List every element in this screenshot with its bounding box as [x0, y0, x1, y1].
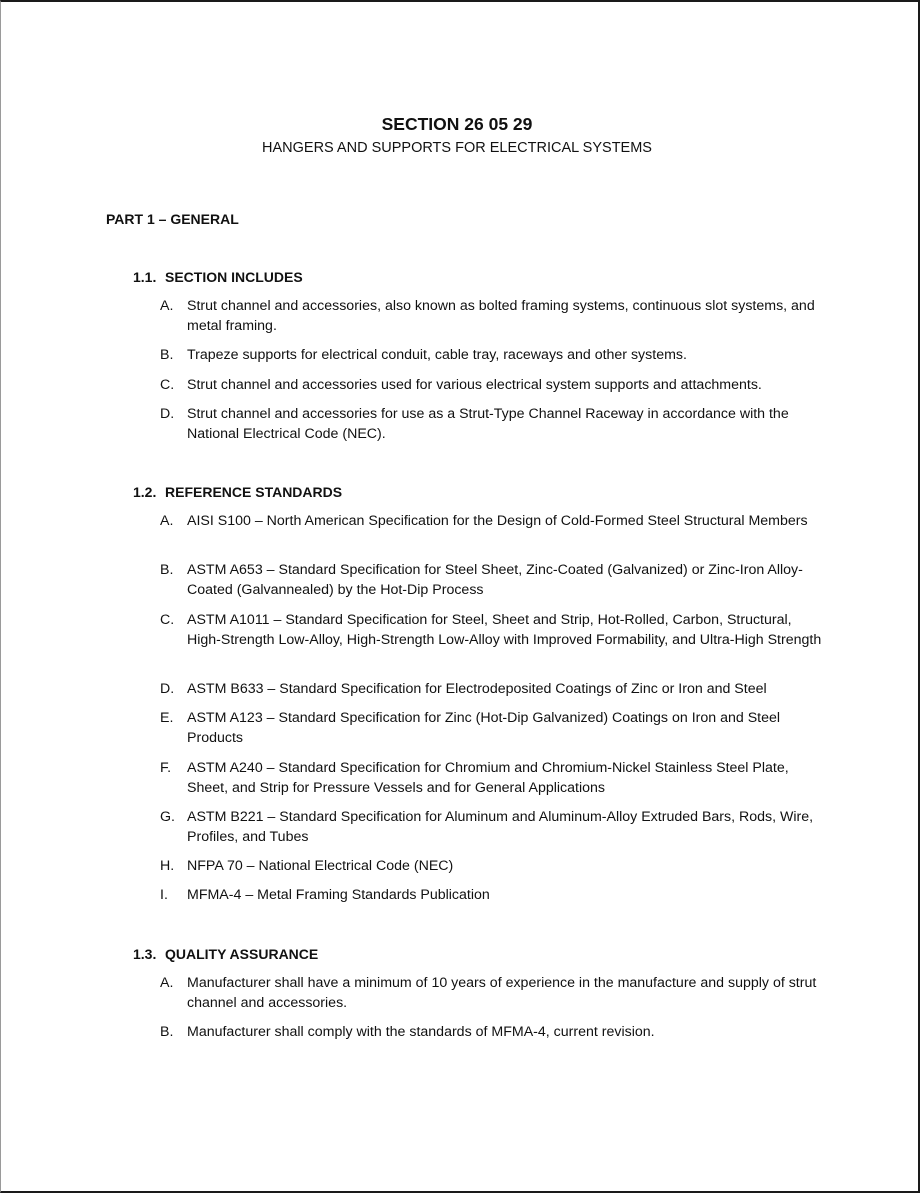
item-letter: G.: [160, 809, 175, 825]
list-item: [160, 296, 825, 336]
item-text: Trapeze supports for electrical conduit, cable tray, raceways and other systems.: [187, 347, 687, 363]
subsection-heading-1-3: [133, 944, 318, 964]
item-text: Manufacturer shall have a minimum of 10 years of experience in the manufacture and supply of strut channel and accessories.: [187, 975, 817, 1011]
list-item: [160, 807, 825, 847]
item-letter: A.: [160, 975, 174, 991]
item-letter: C.: [160, 612, 175, 628]
item-text: ASTM A1011 – Standard Specification for Steel, Sheet and Strip, Hot-Rolled, Carbon, Structural, High-Strength Low-Alloy, High-Strength Low-Alloy with Improved Formability, and Ultra-High Strength: [187, 612, 822, 648]
subsection-title: QUALITY ASSURANCE: [165, 946, 319, 962]
item-letter: B.: [160, 1024, 174, 1040]
list-item: [160, 560, 825, 600]
item-letter: D.: [160, 681, 175, 697]
item-letter: C.: [160, 377, 175, 393]
item-text: Strut channel and accessories for use as a Strut-Type Channel Raceway in accordance with the National Electrical Code (NEC).: [187, 406, 789, 442]
list-item: [160, 679, 825, 699]
item-letter: B.: [160, 347, 174, 363]
part-heading: PART 1 – GENERAL: [106, 211, 239, 227]
subsection-number: 1.2.: [133, 484, 157, 500]
item-letter: E.: [160, 710, 174, 726]
subsection-title: SECTION INCLUDES: [165, 269, 303, 285]
list-item: [160, 973, 825, 1013]
section-number: SECTION 26 05 29: [381, 114, 533, 134]
list-item: [160, 1022, 825, 1042]
item-text: ASTM A653 – Standard Specification for Steel Sheet, Zinc-Coated (Galvanized) or Zinc-Iron Alloy-Coated (Galvannealed) by the Hot-Dip Process: [187, 562, 803, 598]
list-item: [160, 708, 825, 748]
item-letter: I.: [160, 887, 168, 903]
item-letter: B.: [160, 562, 174, 578]
item-text: AISI S100 – North American Specification for the Design of Cold-Formed Steel Structural Members: [187, 513, 808, 529]
item-text: NFPA 70 – National Electrical Code (NEC): [187, 858, 454, 874]
item-text: Manufacturer shall comply with the standards of MFMA-4, current revision.: [187, 1024, 655, 1040]
item-letter: D.: [160, 406, 175, 422]
list-item: [160, 856, 825, 876]
item-letter: A.: [160, 298, 174, 314]
item-text: ASTM B221 – Standard Specification for Aluminum and Aluminum-Alloy Extruded Bars, Rods, Wire, Profiles, and Tubes: [187, 809, 814, 845]
list-item: [160, 345, 825, 365]
section-title: HANGERS AND SUPPORTS FOR ELECTRICAL SYSTEMS: [262, 140, 652, 156]
item-text: Strut channel and accessories used for various electrical system supports and attachments.: [187, 377, 762, 393]
list-item: [160, 375, 825, 395]
list-item: [160, 885, 825, 905]
subsection-heading-1-2: [133, 482, 342, 502]
list-item: [160, 404, 825, 444]
item-text: ASTM B633 – Standard Specification for Electrodeposited Coatings of Zinc or Iron and Steel: [187, 681, 767, 697]
subsection-number: 1.3.: [133, 946, 157, 962]
list-item: [160, 511, 825, 531]
list-item: [160, 610, 825, 650]
item-text: MFMA-4 – Metal Framing Standards Publication: [187, 887, 490, 903]
item-letter: A.: [160, 513, 174, 529]
subsection-title: REFERENCE STANDARDS: [165, 484, 343, 500]
item-letter: H.: [160, 858, 175, 874]
item-text: ASTM A240 – Standard Specification for Chromium and Chromium-Nickel Stainless Steel Plate, Sheet, and Strip for Pressure Vessels and for General Applications: [187, 760, 789, 796]
item-letter: F.: [160, 760, 172, 776]
item-text: Strut channel and accessories, also known as bolted framing systems, continuous slot systems, and metal framing.: [187, 298, 815, 334]
item-text: ASTM A123 – Standard Specification for Zinc (Hot-Dip Galvanized) Coatings on Iron and Steel Products: [187, 710, 781, 746]
subsection-heading-1-1: [133, 267, 303, 287]
subsection-number: 1.1.: [133, 269, 157, 285]
list-item: [160, 758, 825, 798]
